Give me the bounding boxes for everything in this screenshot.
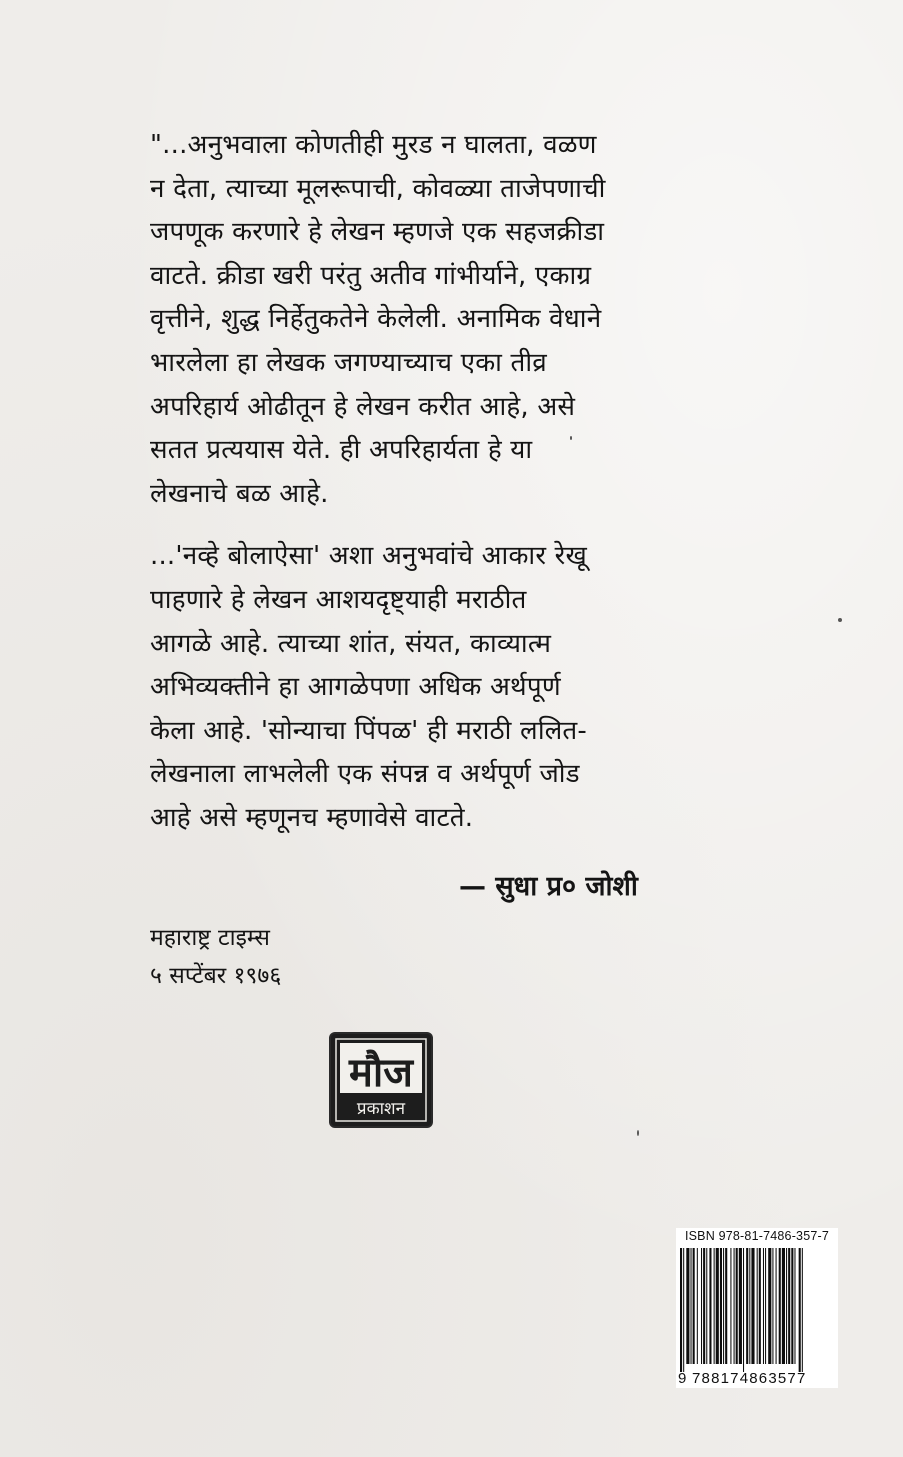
barcode-bar: [779, 1248, 781, 1364]
barcode-bar: [680, 1248, 682, 1372]
quote-line: ...'नव्हे बोलाऐसा' अशा अनुभवांचे आकार रेखू: [150, 541, 587, 572]
barcode-bar: [723, 1248, 724, 1364]
barcode-bar: [802, 1248, 803, 1372]
quote-line: लेखनाचे बळ आहे.: [150, 478, 329, 509]
barcode-bar: [768, 1248, 771, 1364]
barcode-digit-first: 9: [678, 1370, 687, 1387]
barcode-bar: [794, 1248, 795, 1364]
quote-line: न देता, त्याच्या मूलरूपाची, कोवळ्या ताजेपणाची: [150, 173, 606, 204]
barcode-bar: [776, 1248, 777, 1364]
barcode-bar: [799, 1248, 801, 1372]
barcode-bar: [751, 1248, 754, 1364]
barcode-bar: [725, 1248, 727, 1364]
logo-text-main: मौज: [349, 1050, 413, 1096]
barcode-bar: [743, 1248, 744, 1372]
barcode-bar: [716, 1248, 719, 1364]
barcode-bar: [791, 1248, 793, 1364]
review-source: [150, 919, 281, 995]
barcode-bar: [730, 1248, 731, 1364]
barcode-bar: [739, 1248, 742, 1364]
paper-speck: [570, 436, 572, 440]
barcode-bar: [765, 1248, 766, 1364]
barcode-bar: [749, 1248, 750, 1364]
review-quote: [150, 124, 670, 841]
barcode-bar: [772, 1248, 773, 1364]
quote-line: आगळे आहे. त्याच्या शांत, संयत, काव्यात्म: [150, 628, 552, 659]
barcode-bar: [706, 1248, 707, 1364]
quote-line: वाटते. क्रीडा खरी परंतु अतीव गांभीर्याने, एकाग्र: [150, 260, 592, 291]
quote-line: भारलेला हा लेखक जगण्याच्याच एका तीव्र: [150, 347, 547, 378]
quote-line: केला आहे. 'सोन्याचा पिंपळ' ही मराठी ललित-: [150, 715, 588, 746]
publisher-logo: [331, 1034, 431, 1126]
barcode-bar: [746, 1248, 748, 1364]
barcode-bar: [701, 1248, 702, 1364]
isbn-label: ISBN 978-81-7486-357-7: [684, 1229, 830, 1243]
barcode: [678, 1248, 836, 1372]
barcode-bar: [683, 1248, 684, 1372]
quote-paragraph-1: [150, 124, 670, 516]
quote-line: "...अनुभवाला कोणतीही मुरड न घालता, वळण: [150, 130, 597, 160]
quote-line: जपणूक करणारे हे लेखन म्हणजे एक सहजक्रीडा: [150, 217, 605, 248]
barcode-bar: [782, 1248, 785, 1364]
barcode-bar: [763, 1248, 764, 1364]
quote-line: अपरिहार्य ओढीतून हे लेखन करीत आहे, असे: [150, 391, 576, 422]
quote-line: आहे असे म्हणूनच म्हणावेसे वाटते.: [150, 802, 474, 833]
barcode-bar: [788, 1248, 790, 1364]
barcode-bar: [714, 1248, 715, 1364]
barcode-bar: [709, 1248, 711, 1364]
barcode-bar: [759, 1248, 761, 1364]
paper-speck: [637, 1130, 639, 1136]
quote-line: सतत प्रत्ययास येते. ही अपरिहार्यता हे या: [150, 435, 533, 466]
barcode-bar: [736, 1248, 738, 1364]
barcode-bar: [720, 1248, 722, 1364]
barcode-bar: [691, 1248, 692, 1364]
logo-text-sub: प्रकाशन: [356, 1099, 406, 1119]
barcode-bar: [786, 1248, 787, 1364]
quote-line: वृत्तीने, शुद्ध निर्हेतुकतेने केलेली. अनामिक वेधाने: [150, 304, 602, 335]
barcode-bar: [697, 1248, 698, 1364]
publisher-logo-graphic: [331, 1034, 431, 1126]
barcode-bar: [693, 1248, 695, 1364]
source-publication: महाराष्ट्र टाइम्स: [150, 925, 270, 951]
quote-line: लेखनाला लाभलेली एक संपन्न व अर्थपूर्ण जोड: [150, 759, 580, 790]
isbn-barcode-block: [676, 1228, 838, 1388]
reviewer-signature: — सुधा प्र० जोशी: [459, 871, 638, 902]
quote-paragraph-2: [150, 535, 670, 840]
barcode-bar: [757, 1248, 758, 1364]
barcode-digits-rest: 788174863577: [692, 1370, 807, 1387]
barcode-bar: [734, 1248, 735, 1364]
barcode-bar: [703, 1248, 705, 1364]
quote-line: अभिव्यक्तीने हा आगळेपणा अधिक अर्थपूर्ण: [150, 672, 561, 703]
barcode-bar: [686, 1248, 689, 1364]
paper-speck: [838, 618, 842, 622]
source-date: ५ सप्टेंबर १९७६: [150, 963, 282, 989]
quote-line: पाहणारे हे लेखन आशयदृष्ट्याही मराठीत: [150, 584, 527, 615]
